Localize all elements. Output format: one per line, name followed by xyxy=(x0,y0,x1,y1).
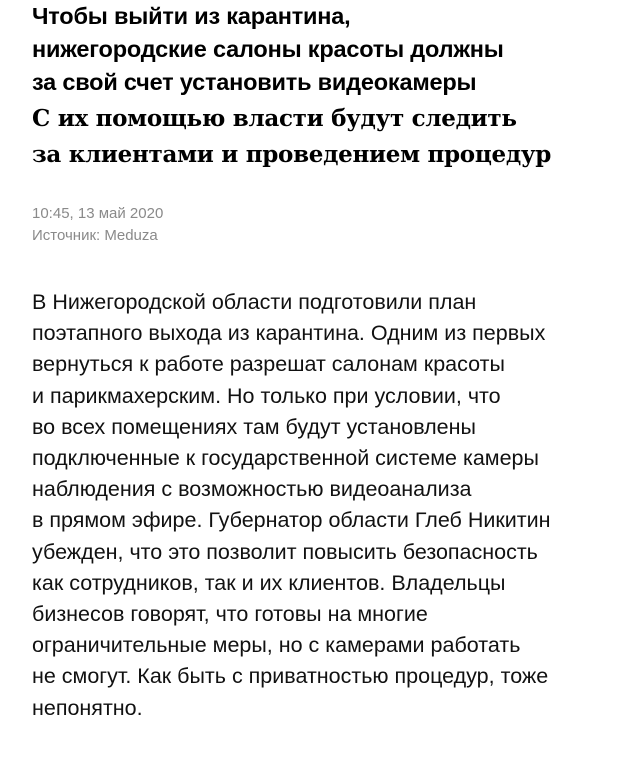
body-line: В Нижегородской области подготовили план xyxy=(32,290,477,314)
publish-timestamp: 10:45, 13 май 2020 xyxy=(32,205,164,222)
article-meta xyxy=(32,203,624,247)
body-line: в прямом эфире. Губернатор области Глеб Никитин xyxy=(32,508,551,533)
news-article xyxy=(32,0,624,720)
body-line: как сотрудников, так и их клиентов. Владельцы xyxy=(32,570,506,595)
body-line: и парикмахерским. Но только при условии, что xyxy=(32,383,501,408)
body-line: ограничительные меры, но с камерами работать xyxy=(32,633,521,658)
body-line: подключенные к государственной системе камеры xyxy=(32,446,539,471)
body-line: наблюдения с возможностью видеоанализа xyxy=(32,477,472,502)
body-line: вернуться к работе разрешат салонам красоты xyxy=(32,352,505,377)
article-source: Источник: Meduza xyxy=(32,227,158,244)
article-headline xyxy=(32,0,624,99)
article-subheadline xyxy=(32,101,624,173)
body-line: непонятно. xyxy=(32,695,143,720)
subheadline-line: С их помощью власти будут следить xyxy=(32,105,517,132)
headline-line: Чтобы выйти из карантина, xyxy=(32,3,351,29)
subheadline-line: за клиентами и проведением процедур xyxy=(32,141,552,168)
body-line: бизнесов говорят, что готовы на многие xyxy=(32,602,428,627)
body-line: во всех помещениях там будут установлены xyxy=(32,414,476,439)
headline-line: нижегородские салоны красоты должны xyxy=(32,36,504,62)
body-line: убежден, что это позволит повысить безопасность xyxy=(32,539,538,564)
body-line: не смогут. Как быть с приватностью процедур, тоже xyxy=(32,664,549,689)
body-line: поэтапного выхода из карантина. Одним из первых xyxy=(32,321,546,346)
article-body xyxy=(32,287,551,724)
headline-line: за свой счет установить видеокамеры xyxy=(32,69,477,95)
